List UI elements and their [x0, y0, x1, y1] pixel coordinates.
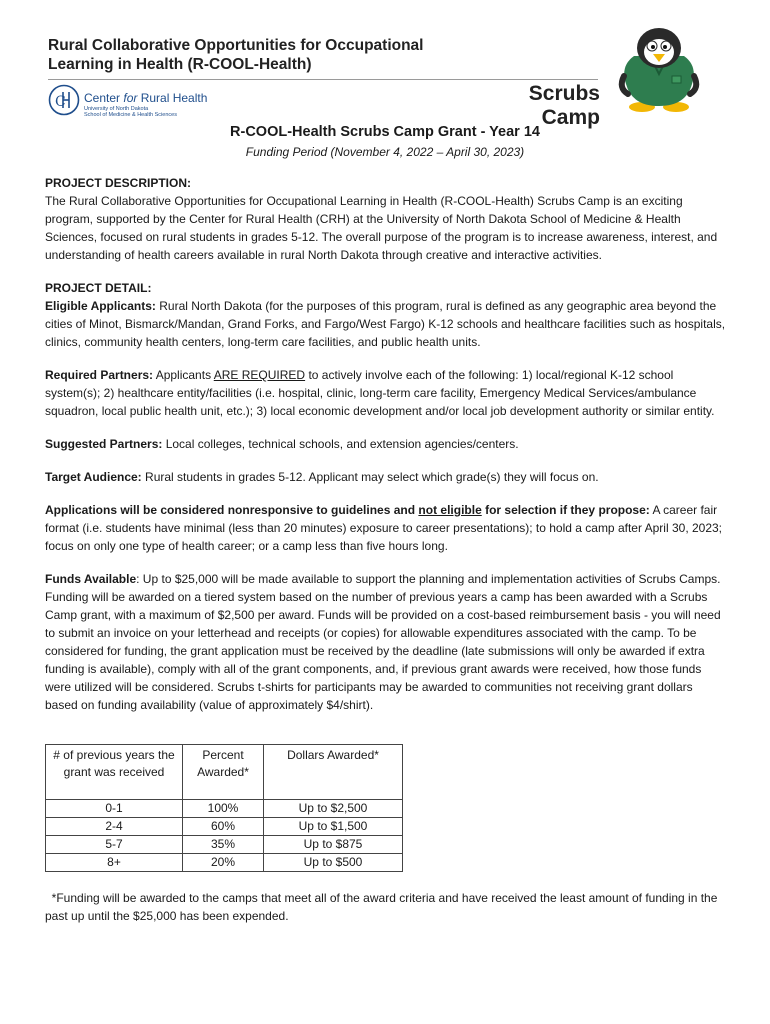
table-header-cell: Percent Awarded*	[183, 745, 264, 800]
required-partners: Required Partners: Applicants ARE REQUIRED to actively involve each of the following: 1) local/regional K-12 school system(s); 2) healthcare entity/facilities (i.e. hospital, clinic, long-term care facility, Emergency Medical Services/ambulance squadron, local public health unit, etc.); 3) local economic development and/or local job development authority or similar entity.	[45, 368, 715, 418]
table-row	[46, 818, 403, 836]
table-row	[46, 800, 403, 818]
award-tier-table	[45, 744, 403, 872]
funds-available: Funds Available: Up to $25,000 will be made available to support the planning and implementation activities of Scrubs Camps. Funding will be awarded on a tiered system based on the number of previous years a camp has been awarded with a Scrubs Camp grant, with a maximum of $2,500 per award. Funds will be provided on a cost-based reimbursement basis - you will need to submit an invoice on your letterhead and receipts (or copies) for allowable expenditures associated with the camp. To be considered for funding, the grant application must be received by the deadline (late submissions will only be awarded if extra funding is available), comply with all of the grant components, and, if previous grant awards were received, how those funds were utilized will be considered. Scrubs t-shirts for participants may be awarded to communities not receiving grant dollars based on funding availability (value of approximately $4/shirt).	[45, 572, 721, 712]
penguin-mascot-icon	[614, 26, 704, 112]
table-cell: 60%	[183, 818, 264, 836]
suggested-partners: Suggested Partners: Local colleges, technical schools, and extension agencies/centers.	[45, 437, 519, 451]
funding-footnote: *Funding will be awarded to the camps that meet all of the award criteria and have received the least amount of funding in the past up until the $25,000 has been expended.	[45, 891, 718, 923]
document-title: R-COOL-Health Scrubs Camp Grant - Year 14	[230, 124, 540, 140]
target-audience: Target Audience: Rural students in grades 5-12. Applicant may select which grade(s) they will focus on.	[45, 470, 599, 484]
table-cell: Up to $875	[264, 836, 403, 854]
crh-logo	[48, 84, 208, 118]
table-cell: Up to $2,500	[264, 800, 403, 818]
table-cell: 0-1	[46, 800, 183, 818]
table-cell: 8+	[46, 854, 183, 872]
nonresponsive-criteria: Applications will be considered nonresponsive to guidelines and not eligible for selection if they propose: A career fair format (i.e. students have minimal (less than 20 minutes) exposure to career presentations); to hold a camp after April 30, 2023; focus on only one type of health career; or a camp less than five hours long.	[45, 503, 723, 553]
table-cell: 20%	[183, 854, 264, 872]
project-description-heading: PROJECT DESCRIPTION:	[45, 176, 192, 190]
svg-text:C: C	[55, 94, 66, 110]
crh-logo-subtitle: University of North Dakota School of Medicine & Health Sciences	[84, 106, 177, 118]
table-header-cell: # of previous years the grant was received	[46, 745, 183, 800]
table-row	[46, 854, 403, 872]
org-title: Rural Collaborative Opportunities for Occupational Learning in Health (R-COOL-Health)	[48, 37, 424, 73]
table-cell: Up to $500	[264, 854, 403, 872]
table-cell: 5-7	[46, 836, 183, 854]
table-cell: 35%	[183, 836, 264, 854]
table-cell: 2-4	[46, 818, 183, 836]
scrubs-camp-label: Scrubs Camp	[528, 82, 600, 129]
eligible-applicants: Eligible Applicants: Rural North Dakota (for the purposes of this program, rural is defined as any geographic area beyond the cities of Minot, Bismarck/Mandan, Grand Forks, and Fargo/West Fargo) K-12 schools and healthcare facilities such as hospitals, clinics, community health centers, long-term care facilities, and public health units.	[45, 299, 726, 349]
table-header-row	[46, 745, 403, 800]
crh-logo-name: Center for Rural Health	[84, 91, 208, 105]
table-header-cell: Dollars Awarded*	[264, 745, 403, 800]
funding-period: Funding Period (November 4, 2022 – April 30, 2023)	[245, 145, 525, 159]
project-description-text: The Rural Collaborative Opportunities for Occupational Learning in Health (R-COOL-Health) Scrubs Camp is an exciting program, supported by the Center for Rural Health (CRH) at the University of North Dakota School of Medicine & Health Sciences, focused on rural students in grades 5-12. The overall purpose of the program is to increase awareness, interest, and understanding of health careers available in rural North Dakota through creative and interactive activities.	[45, 194, 718, 262]
table-row	[46, 836, 403, 854]
table-cell: Up to $1,500	[264, 818, 403, 836]
document-body	[45, 174, 727, 714]
table-cell: 100%	[183, 800, 264, 818]
crh-logo-icon	[48, 84, 80, 116]
header-divider	[48, 79, 598, 80]
project-detail-heading: PROJECT DETAIL:	[45, 281, 152, 295]
